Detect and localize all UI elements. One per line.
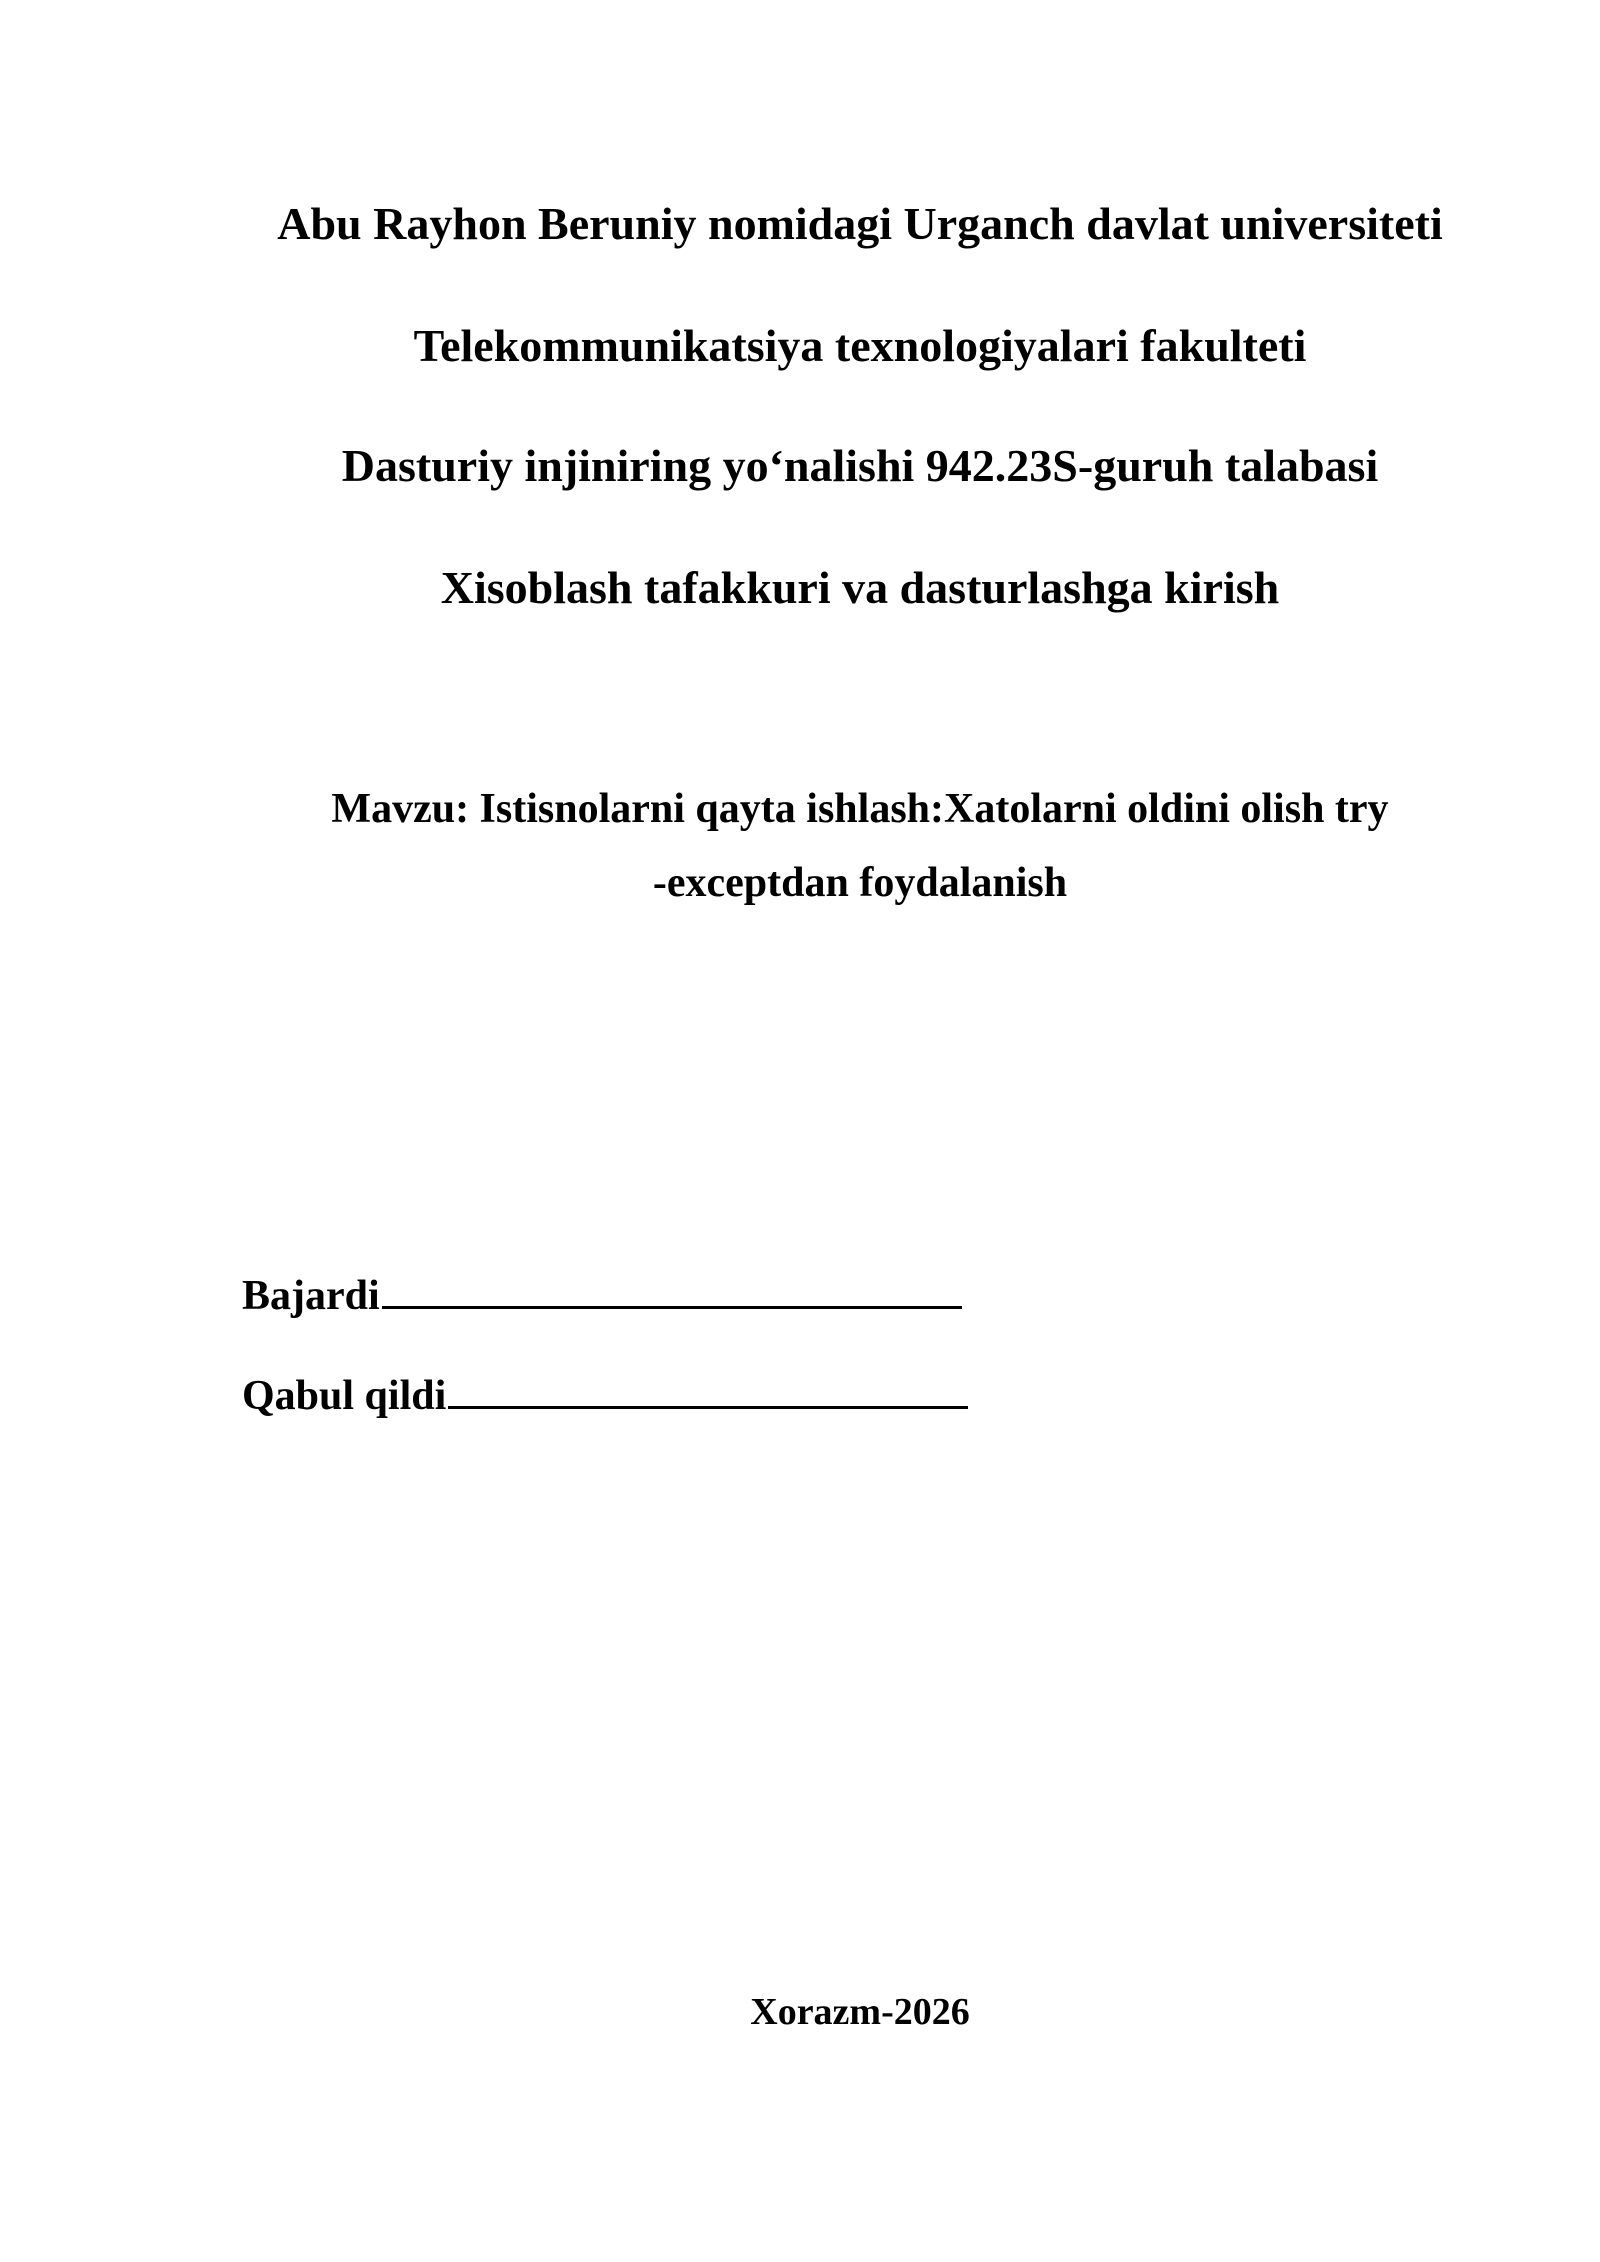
course-title: Xisoblash tafakkuri va dasturlashga kirish	[440, 562, 1280, 613]
topic-block	[200, 772, 1520, 920]
faculty-name: Telekommunikatsiya texnologiyalari fakulteti	[413, 320, 1307, 371]
accepted-by-line	[242, 1370, 968, 1422]
place-year-footer: Xorazm-2026	[750, 1991, 970, 2033]
performed-by-line	[242, 1270, 962, 1322]
accepted-by-signature-rule	[448, 1406, 968, 1409]
student-group-line: Dasturiy injiniring yo‘nalishi 942.23S-guruh talabasi	[341, 440, 1379, 491]
university-name: Abu Rayhon Beruniy nomidagi Urganch davlat universiteti	[277, 198, 1443, 249]
accepted-by-label: Qabul qildi	[242, 1373, 447, 1419]
topic-line-1: Mavzu: Istisnolarni qayta ishlash:Xatolarni oldini olish try	[331, 786, 1389, 832]
performed-by-signature-rule	[382, 1306, 962, 1309]
performed-by-label: Bajardi	[242, 1273, 380, 1319]
topic-line-2: -exceptdan foydalanish	[652, 860, 1068, 906]
